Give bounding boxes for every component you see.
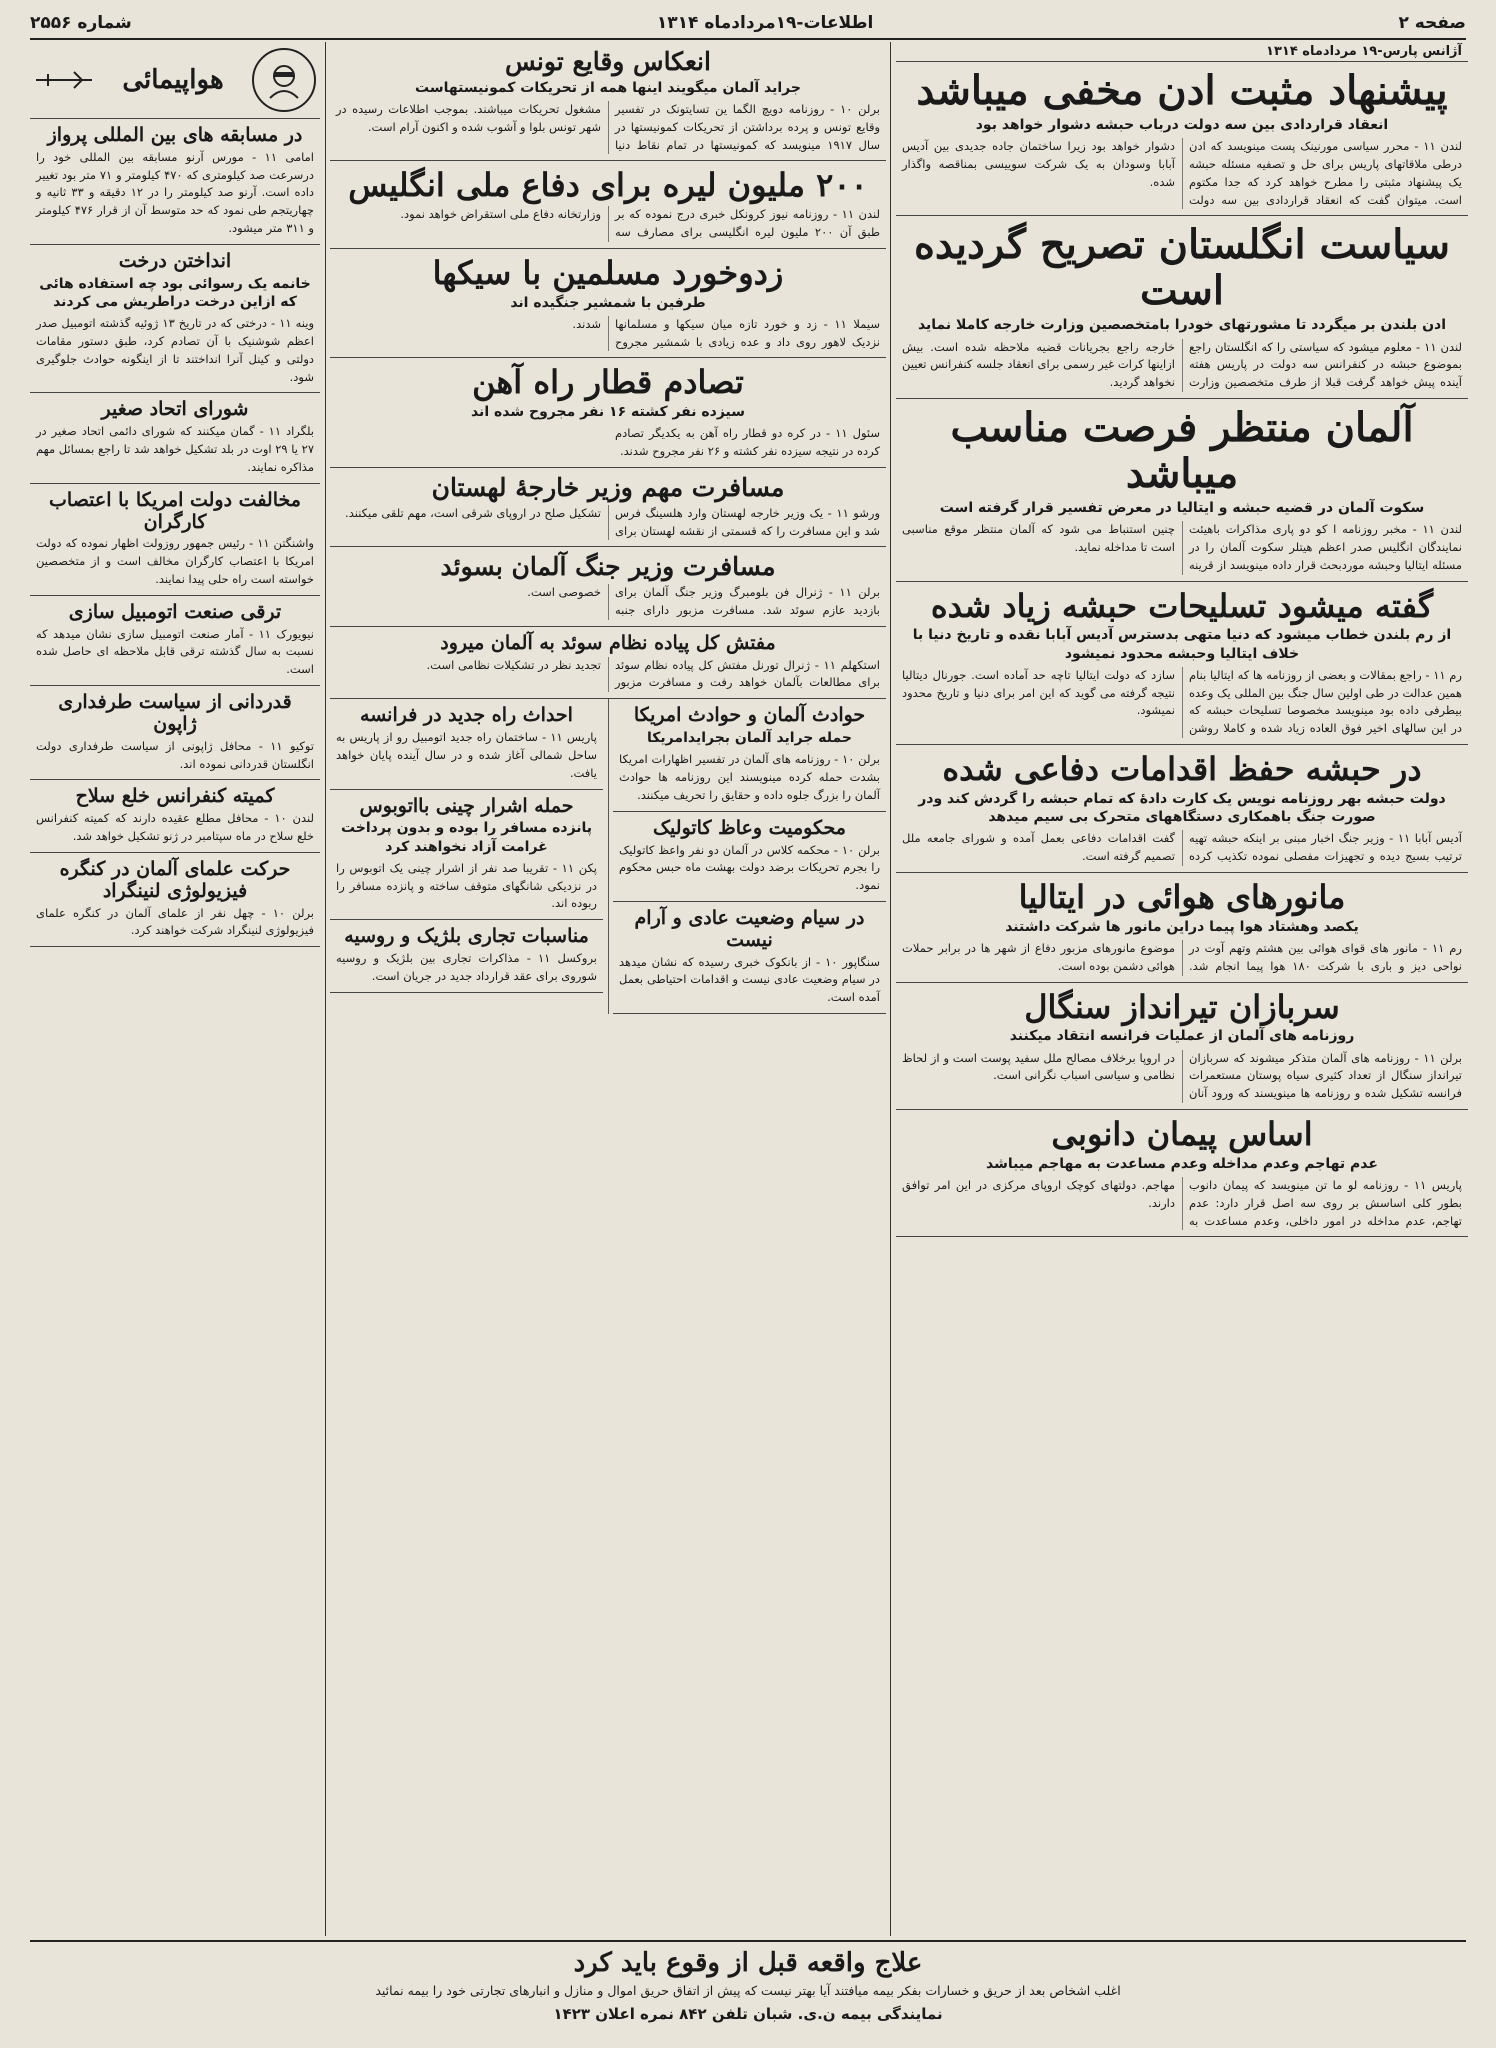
news-article: [330, 547, 886, 626]
news-article: [330, 161, 886, 248]
article-subheadline: ادن بلندن بر میگردد تا مشورتهای خودرا بامتخصصین وزارت خارجه کاملا نماید: [917, 317, 1447, 334]
news-article: [613, 812, 886, 902]
article-headline: آلمان منتظر فرصت مناسب میباشد: [950, 404, 1414, 498]
ad-contact: نمایندگی بیمه ن.ی. شبان تلفن ۸۴۲ نمره اعلان ۱۴۲۳: [553, 2004, 943, 2023]
insurance-advertisement: [30, 1940, 1466, 2038]
article-body: پاریس ۱۱ - روزنامه لو ما تن مینویسد که پیمان دانوب بطور کلی اساسش بر روی سه اصل قرار دارد: عدم تهاجم، عدم مداخله در امور داخلی، وعدم مساعدت به مهاجم. دولتهای کوچک اروپای مرکزی در این امر توافق دارند.: [902, 1177, 1462, 1228]
ad-body: اغلب اشخاص بعد از حریق و خسارات بفکر بیمه میافتند آیا بهتر نیست که پیش از اتفاق حریق اموال و منازل و انبارهای تجارتی خود را بیمه نمائید: [375, 1983, 1121, 1998]
article-body: برلن ۱۱ - ژنرال فن بلومبرگ وزیر جنگ آلمان برای بازدید عازم سوئد شد. مسافرت مزبور دارای جنبه خصوصی است.: [527, 585, 880, 617]
news-article: [330, 42, 886, 161]
news-article: [330, 468, 886, 547]
news-article: [330, 790, 603, 921]
article-headline: انداختن درخت: [118, 249, 232, 272]
article-headline: در حبشه حفظ اقدامات دفاعی شده: [942, 750, 1422, 789]
news-article: [30, 686, 320, 780]
news-article: [896, 745, 1468, 873]
news-article: [30, 596, 320, 686]
ad-headline: علاج واقعه قبل از وقوع باید کرد: [573, 1948, 923, 1978]
agency-line: آژانس پارس-۱۹ مردادماه ۱۳۱۴: [896, 42, 1468, 62]
pilot-illustration-icon: [252, 48, 316, 112]
article-subheadline: سکوت آلمان در قضیه حبشه و ایتالیا در معرض تفسیر قرار گرفته است: [939, 500, 1425, 517]
news-article: [896, 582, 1468, 745]
news-article: [30, 393, 320, 483]
article-body: لندن ۱۱ - روزنامه نیوز کرونکل خبری درج نموده که بر طبق آن ۲۰۰ ملیون لیره انگلیسی برای مصارف سه وزارتخانه دفاع ملی استقراض خواهد نمود.: [400, 207, 881, 239]
article-subheadline: از رم بلندن خطاب میشود که دنیا متهی بدسترس آدیس آبابا نقده و تاریخ دنیا با خلاف ایتالیا وحبشه محدود نمیشود: [912, 627, 1452, 662]
article-body: بروکسل ۱۱ - مذاکرات تجاری بین بلژیک و روسیه شوروی برای عقد قرارداد جدید در جریان است.: [336, 951, 598, 983]
news-article: [896, 873, 1468, 983]
news-article: [30, 245, 320, 393]
news-article: [30, 853, 320, 947]
article-subheadline: یکصد وهشتاد هوا پیما دراین مانور ها شرکت داشتند: [1005, 918, 1359, 935]
article-headline: مانورهای هوائی در ایتالیا: [1018, 877, 1346, 916]
article-body: پکن ۱۱ - تقریبا صد نفر از اشرار چینی یک اتوبوس را در نزدیکی شانگهای متوقف ساخته و پانزده مسافر را ربوده اند.: [336, 860, 597, 911]
column-left: [30, 42, 320, 1936]
article-subheadline: حمله جراید آلمان بجرایدامریکا: [647, 730, 852, 747]
article-body: لندن ۱۱ - معلوم میشود که سیاستی را که انگلستان راجع بموضوع حبشه در کنفرانس سه دولت در پاریس هفته آینده پیش خواهد گرفت قبلا از طرف متخصصین وزارت خارجه راجع بجریانات قضیه ملاحظه شده است. بیش ازاینها کرات غیر رسمی برای انعقاد جلسه کنفرانس تعیین نخواهد گردید.: [902, 339, 1462, 390]
article-headline: تصادم قطار راه آهن: [472, 363, 744, 402]
article-body: رم ۱۱ - راجع بمقالات و بعضی از روزنامه ها که ایتالیا بنام همین عدالت در طی اولین سال جنگ بین المللی یک وعده بیطرفی داده بود مینویسد مخصوصا تسلیحات حبشه که در این سالهای اخیر فوق العاده زیاد شده و کاملا روشن سازد که دولت ایتالیا تاچه حد آماده است. جورنال دیتالیا نتیجه گرفته می گوید که این امر برای دنیا و تاریخ محدود نمیشود.: [902, 667, 1462, 736]
article-subheadline: خانمه یک رسوائی بود چه استفاده هائی که ازاین درخت دراطریش می کردند: [39, 275, 311, 310]
issue-number: شماره ۲۵۵۶: [30, 13, 132, 33]
article-body: سیملا ۱۱ - زد و خورد تازه میان سیکها و مسلمانها نزدیک لاهور روی داد و عده زیادی با شمشیر مجروح شدند.: [572, 316, 880, 349]
article-body: رم ۱۱ - مانور های قوای هوائی بین هشتم وتهم آوت در نواحی دیز و باری با شرکت ۱۸۰ هوا پیما انجام شد. موضوع مانورهای مزبور دفاع از شهر ها در برابر حملات هوائی دشمن بوده است.: [902, 940, 1462, 973]
article-body: نیویورک ۱۱ - آمار صنعت اتومبیل سازی نشان میدهد که نسبت به سال گذشته ترقی قابل ملاحظه ای حاصل شده است.: [36, 626, 314, 677]
column-divider: [890, 42, 891, 1936]
airplane-icon: [34, 70, 94, 90]
article-body: توکیو ۱۱ - محافل ژاپونی از سیاست طرفداری دولت انگلستان قدردانی نموده اند.: [36, 738, 315, 771]
article-body: وینه ۱۱ - درختی که در تاریخ ۱۳ ژوئیه گذشته اتومبیل صدر اعظم شوشنیک با آن تصادم کرد، طبق دستور مقامات دولتی و کینل آنرا انداختند تا از اینگونه حوادث جلوگیری شود.: [36, 316, 314, 384]
aviation-title: هواپیمائی: [122, 65, 224, 95]
article-headline: مناسبات تجاری بلژیک و روسیه: [344, 925, 589, 948]
article-body: استکهلم ۱۱ - ژنرال تورنل مفتش کل پیاده نظام سوئد برای مطالعات بآلمان خواهد رفت و مسافرت مزبور تجدید نظر در تشکیلات نظامی است.: [426, 657, 880, 690]
news-article: [896, 62, 1468, 216]
article-subheadline: عدم تهاجم وعدم مداخله وعدم مساعدت به مهاجم میباشد: [986, 1155, 1378, 1172]
article-headline: پیشنهاد مثبت ادن مخفی میباشد: [916, 67, 1448, 114]
article-headline: حمله اشرار چینی بااتوبوس: [359, 794, 574, 817]
news-article: [330, 249, 886, 359]
article-body: ورشو ۱۱ - یک وزیر خارجه لهستان وارد هلسینگ فرس شد و این مسافرت را که قسمتی از نقشه لهستان برای تشکیل صلح در اروپای شرقی است، مهم تلقی میکنند.: [345, 505, 880, 538]
article-headline: گفته میشود تسلیحات حبشه زیاد شده: [930, 586, 1434, 625]
page-number: صفحه ۲: [1398, 13, 1466, 33]
article-body: برلن ۱۰ - روزنامه دویچ الگما ین تسایتونک در تفسیر وقایع تونس و پرده برداشتن از تحریکات کمونیستها در سال ۱۹۱۷ مینویسد که کمونیستها در تمام نقاط دنیا مشغول تحریکات میباشند. بموجب اطلاعات رسیده در شهر تونس بلوا و آشوب شده و اکنون آرام است.: [336, 101, 880, 152]
article-subheadline: دولت حبشه بهر روزنامه نویس یک کارت دادهٔ که تمام حبشه را گردش کند ودر صورت جنگ باهمکاری دستگاههای متحرک بی سیم میدهد: [918, 790, 1446, 826]
article-subheadline: روزنامه های آلمان از عملیات فرانسه انتقاد میکنند: [1009, 1028, 1355, 1045]
article-headline: زدوخورد مسلمین با سیکها: [432, 253, 784, 292]
news-article: [30, 119, 320, 245]
article-headline: سیاست انگلستان تصریح گردیده است: [913, 221, 1451, 315]
column-right: [896, 42, 1468, 1936]
news-article: [896, 399, 1468, 582]
article-headline: مسافرت وزیر جنگ آلمان بسوئد: [440, 552, 776, 582]
article-body: برلن ۱۱ - روزنامه های آلمان متذکر میشوند که سربازان تیرانداز سنگال از تعداد کثیری سیاه پوستان مستعمرات فرانسه تشکیل شده و روزنامه ها مینویسند که ورود آنان در اروپا برخلاف مصالح ملل سفید پوست است و از لحاظ نظامی و سیاسی اسباب نگرانی است.: [902, 1050, 1462, 1101]
article-headline: حرکت علمای آلمان در کنگره فیزیولوژی لنینگراد: [59, 857, 291, 902]
article-headline: در مسابقه های بین المللی پرواز: [47, 124, 303, 146]
article-headline: ۲۰۰ ملیون لیره برای دفاع ملی انگلیس: [348, 166, 868, 205]
article-body: سنگاپور ۱۰ - از بانکوک خبری رسیده که نشان میدهد در سیام وضعیت عادی نیست و اقدامات احتیاطی بعمل آمده است.: [619, 954, 880, 1005]
article-headline: احداث راه جدید در فرانسه: [360, 704, 573, 727]
masthead: [30, 8, 1466, 40]
article-subheadline: سیزده نفر کشته ۱۶ نفر مجروح شده اند: [470, 404, 746, 421]
news-article: [613, 902, 886, 1014]
article-headline: مفتش کل پیاده نظام سوئد به آلمان میرود: [440, 631, 776, 654]
article-body: پاریس ۱۱ - ساختمان راه جدید اتومبیل رو از پاریس به ساحل شمالی آغاز شده و در سال آینده پایان خواهد یافت.: [336, 730, 597, 780]
article-headline: سربازان تیرانداز سنگال: [1024, 987, 1340, 1026]
news-article: [896, 1110, 1468, 1237]
news-article: [30, 780, 320, 852]
article-subheadline: پانزده مسافر را بوده و بدون پرداخت غرامت آزاد نخواهند کرد: [340, 820, 593, 855]
article-headline: قدردانی از سیاست طرفداری ژاپون: [58, 691, 292, 735]
article-headline: شورای اتحاد صغیر: [101, 398, 249, 421]
article-headline: انعکاس وقایع تونس: [505, 47, 711, 76]
article-body: آدیس آبابا ۱۱ - وزیر جنگ اخبار مبنی بر اینکه حبشه تهیه ترتیب بسیج دیده و تجهیزات مفصلی نموده تکذیب کرده گفت اقدامات دفاعی بعمل آمده و شورای جامعه ملل تصمیم گرفته است.: [902, 831, 1463, 864]
article-headline: کمیته کنفرانس خلع سلاح: [75, 785, 275, 808]
article-body: لندن ۱۰ - محافل مطلع عقیده دارند که کمیته کنفرانس خلع سلاح در ماه سپتامبر در ژنو تشکیل خواهد شد.: [36, 811, 315, 844]
article-body: برلن ۱۰ - روزنامه های آلمان در تفسیر اظهارات امریکا بشدت حمله کرده مینویسند این روزنامه ها حوادث آلمان را بزرگ جلوه داده و حقایق را تحریف میکنند.: [619, 752, 880, 802]
news-article: [613, 699, 886, 811]
article-subheadline: انعقاد قراردادی بین سه دولت درباب حبشه دشوار خواهد بود: [975, 117, 1389, 133]
article-subheadline: طرفین با شمشیر جنگیده اند: [510, 294, 706, 311]
news-article: [330, 627, 886, 699]
article-body: لندن ۱۱ - مخبر روزنامه ا کو دو پاری مذاکرات باهیئت نمایندگان انگلیس صدر اعظم هیتلر سکوت آلمان را در مسئله ایتالیا وحبشه موردبحث قرار داده مینویسد از قرینه چنین استنباط می شود که آلمان منتظر موقع مناسبی است تا مداخله نماید.: [902, 522, 1462, 572]
article-body: برلن ۱۰ - چهل نفر از علمای آلمان در کنگره علمای فیزیولوژی لنینگراد شرکت خواهند کرد.: [36, 905, 314, 938]
article-body: امامی ۱۱ - مورس آرنو مسابقه بین المللی خود را درسرعت صد کیلومتری که ۴۷۰ کیلومتر و ۷۱ متر بود تغییر داده است. آرنو صد کیلومتر را در ۱۲ دقیقه و ۳۳ ثانیه و چهاریتجم طی نمود که حد متوسط آن از قرار ۴۷۶ کیلومتر و ۳۱۱ متر میشود.: [36, 149, 315, 236]
news-article: [896, 983, 1468, 1110]
news-article: [330, 920, 603, 992]
news-article: [896, 216, 1468, 399]
aviation-section-header: [30, 42, 320, 119]
news-article: [330, 358, 886, 468]
article-body: بلگراد ۱۱ - گمان میکنند که شورای دائمی اتحاد صغیر در ۲۷ یا ۲۹ اوت در بلد تشکیل خواهد شد تا راجع بمسائل مهم مذاکره نمایند.: [36, 424, 314, 474]
article-headline: حوادث آلمان و حوادث امریکا: [633, 704, 866, 727]
article-subheadline: جراید آلمان میگویند اینها همه از تحریکات کمونیستهاست: [415, 79, 801, 96]
article-body: برلن ۱۰ - محکمه کلاس در آلمان دو نفر واعظ کاتولیک را بجرم تحریکات برضد دولت بهشت ماه حبس محکوم نمود.: [619, 842, 880, 893]
article-body: سئول ۱۱ - در کره دو قطار راه آهن به یکدیگر تصادم کرده در نتیجه سیزده نفر کشته و ۲۶ نفر مجروح شدند.: [615, 426, 880, 459]
article-headline: مخالفت دولت امریکا با اعتصاب کارگران: [49, 488, 301, 533]
article-body: لندن ۱۱ - محرر سیاسی مورنینک پست مینویسد که ادن درطی ملاقاتهای پاریس برای حل و تصفیه مسئله حبشه یک پیشنهاد مثبتی را مطرح خواهد کرد که جدا مکتوم است. میتوان گفت که انعقاد قراردادی بین سه دولت دشوار خواهد بود زیرا ساختمان جاده جدیدی بین آدیس آبابا وسودان به یک شرکت سوییسی بمناقصه واگذار شده.: [902, 139, 1462, 207]
article-headline: اساس پیمان دانوبی: [1051, 1114, 1313, 1153]
article-headline: در سیام وضعیت عادی و آرام نیست: [634, 906, 865, 951]
date-line: اطلاعات-۱۹مردادماه ۱۳۱۴: [656, 13, 874, 33]
news-article: [30, 484, 320, 596]
article-headline: مسافرت مهم وزیر خارجهٔ لهستان: [431, 473, 785, 503]
column-middle: [330, 42, 886, 1936]
article-headline: ترقی صنعت اتومبیل سازی: [68, 600, 282, 623]
article-body: واشنگتن ۱۱ - رئیس جمهور روزولت اظهار نموده که دولت امریکا با اعتصاب کارگران مخالف است و از متخصصین خواسته است راه حلی پیدا نمایند.: [36, 536, 314, 586]
column-divider: [325, 42, 326, 1936]
article-headline: محکومیت وعاظ کاتولیک: [653, 816, 846, 839]
news-article: [330, 699, 603, 789]
